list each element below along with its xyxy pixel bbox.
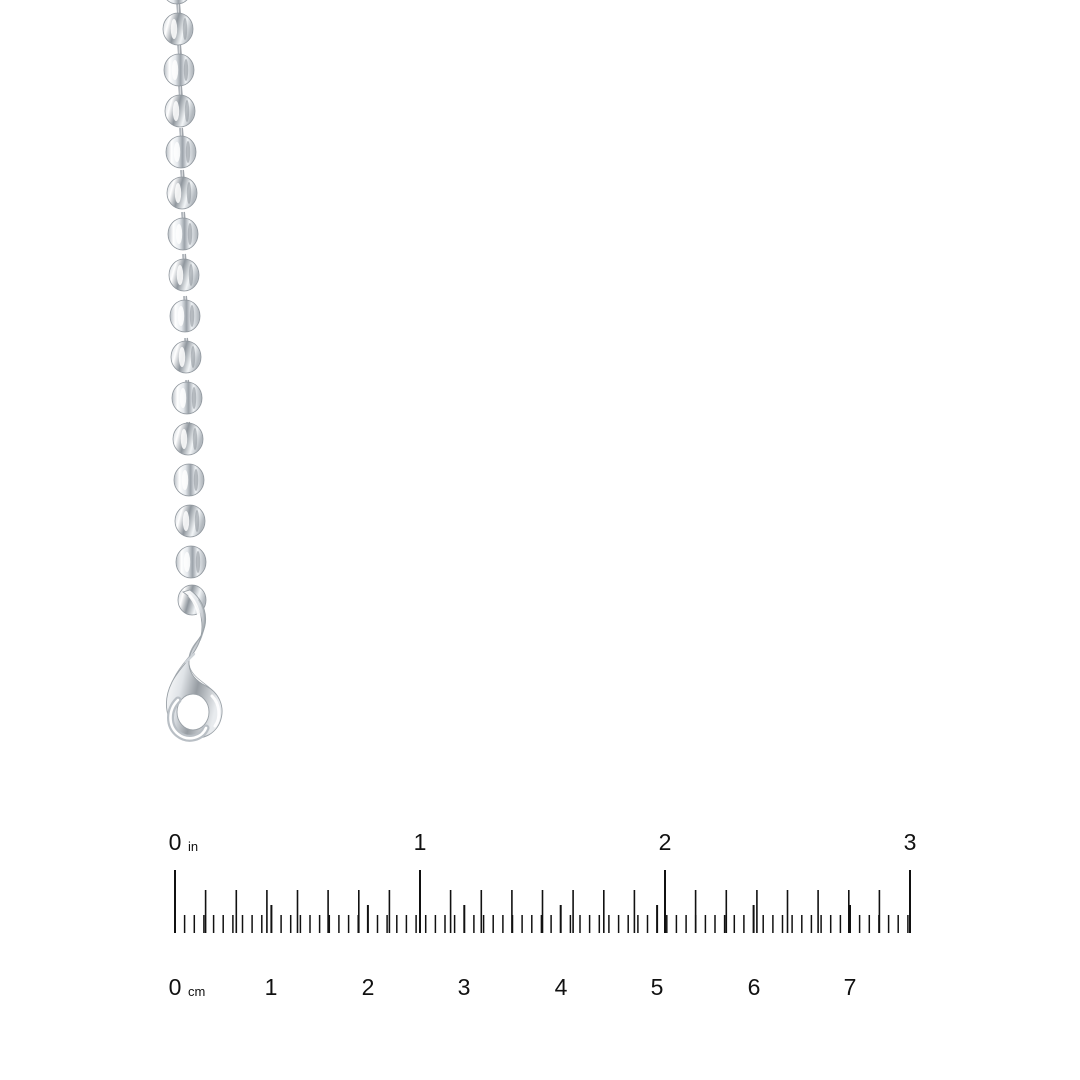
ruler-inches-group bbox=[175, 870, 910, 933]
ruler-cm-label-4: 4 bbox=[554, 974, 568, 1000]
measurement-ruler bbox=[150, 805, 940, 1015]
ruler-cm-label-0: 0 bbox=[168, 974, 182, 1000]
ruler-cm-label-6: 6 bbox=[747, 974, 761, 1000]
ruler-cm-label-1: 1 bbox=[264, 974, 278, 1000]
ruler-cm-unit: cm bbox=[188, 984, 206, 999]
ruler-inch-label-2: 2 bbox=[658, 829, 672, 855]
ruler-cm-label-3: 3 bbox=[457, 974, 471, 1000]
ruler-inch-label-3: 3 bbox=[903, 829, 917, 855]
ruler-inch-label-1: 1 bbox=[413, 829, 427, 855]
ruler-inch-label-0: 0 bbox=[168, 829, 182, 855]
chain-beads-group bbox=[162, 0, 206, 615]
ruler-centimeters-group bbox=[175, 905, 908, 933]
ruler-cm-label-2: 2 bbox=[361, 974, 375, 1000]
ruler-cm-label-7: 7 bbox=[843, 974, 857, 1000]
ruler-cm-label-5: 5 bbox=[650, 974, 664, 1000]
ruler-inch-unit: in bbox=[188, 839, 199, 854]
product-photo-chain bbox=[120, 0, 320, 770]
